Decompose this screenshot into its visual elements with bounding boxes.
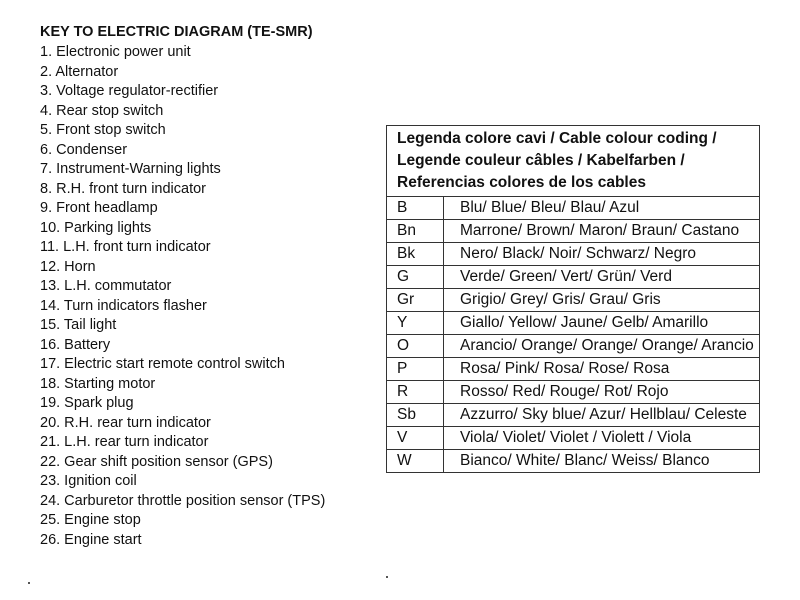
electric-diagram-key: [40, 24, 380, 550]
key-item: 4. Rear stop switch: [40, 102, 164, 119]
key-item: 17. Electric start remote control switch: [40, 356, 285, 372]
table-row: [387, 243, 760, 266]
colour-code: R: [387, 381, 444, 404]
key-item: 3. Voltage regulator-rectifier: [40, 83, 219, 99]
colour-name: Viola/ Violet/ Violet / Violett / Viola: [444, 427, 760, 450]
key-item: 12. Horn: [40, 258, 96, 275]
colour-code: B: [387, 197, 444, 220]
key-item: 22. Gear shift position sensor (GPS): [40, 453, 273, 470]
key-item: 15. Tail light: [40, 317, 117, 333]
table-row: [387, 220, 760, 243]
table-row: [387, 266, 760, 289]
colour-name: Azzurro/ Sky blue/ Azur/ Hellblau/ Celeste: [444, 404, 760, 427]
key-item: 5. Front stop switch: [40, 122, 166, 138]
colour-code: P: [387, 358, 444, 381]
table-row: [387, 404, 760, 427]
colour-code: O: [387, 335, 444, 358]
key-item: 20. R.H. rear turn indicator: [40, 414, 211, 431]
scan-speck: [386, 576, 388, 578]
table-header: Legenda colore cavi / Cable colour coding / Legende couleur câbles / Kabelfarben / Referencias colores de los cables: [387, 126, 760, 197]
colour-name: Marrone/ Brown/ Maron/ Braun/ Castano: [444, 220, 760, 243]
table-row: [387, 289, 760, 312]
colour-name: Nero/ Black/ Noir/ Schwarz/ Negro: [444, 243, 760, 266]
key-item: 25. Engine stop: [40, 512, 141, 528]
table-row: [387, 312, 760, 335]
table-header-row: [387, 126, 760, 197]
key-item: 23. Ignition coil: [40, 473, 137, 489]
scan-speck: [28, 582, 30, 584]
key-item: 2. Alternator: [40, 63, 119, 80]
key-item: 18. Starting motor: [40, 375, 156, 392]
colour-code: Bn: [387, 220, 444, 243]
key-item: 26. Engine start: [40, 531, 142, 548]
key-item: 21. L.H. rear turn indicator: [40, 434, 209, 450]
table-row: [387, 197, 760, 220]
table-row: [387, 427, 760, 450]
colour-code: G: [387, 266, 444, 289]
colour-code: V: [387, 427, 444, 450]
key-item: 19. Spark plug: [40, 395, 134, 411]
colour-name: Blu/ Blue/ Bleu/ Blau/ Azul: [444, 197, 760, 220]
key-item: 11. L.H. front turn indicator: [40, 239, 211, 255]
key-item: 7. Instrument-Warning lights: [40, 161, 221, 177]
key-item: 14. Turn indicators flasher: [40, 297, 207, 314]
colour-name: Verde/ Green/ Vert/ Grün/ Verd: [444, 266, 760, 289]
colour-name: Arancio/ Orange/ Orange/ Orange/ Arancio: [444, 335, 760, 358]
key-item: 1. Electronic power unit: [40, 44, 191, 60]
key-list: [40, 43, 380, 550]
colour-code: Gr: [387, 289, 444, 312]
table-row: [387, 358, 760, 381]
colour-name: Rosa/ Pink/ Rosa/ Rose/ Rosa: [444, 358, 760, 381]
colour-code: Sb: [387, 404, 444, 427]
table-row: [387, 381, 760, 404]
table-row: [387, 335, 760, 358]
key-item: 9. Front headlamp: [40, 200, 158, 216]
key-item: 8. R.H. front turn indicator: [40, 180, 207, 197]
key-item: 24. Carburetor throttle position sensor (TPS): [40, 492, 326, 509]
colour-code: Bk: [387, 243, 444, 266]
colour-code: W: [387, 450, 444, 473]
colour-name: Grigio/ Grey/ Gris/ Grau/ Gris: [444, 289, 760, 312]
key-item: 10. Parking lights: [40, 219, 152, 236]
key-item: 16. Battery: [40, 336, 111, 353]
key-item: 13. L.H. commutator: [40, 278, 172, 294]
key-title: KEY TO ELECTRIC DIAGRAM (TE-SMR): [40, 24, 313, 40]
colour-code: Y: [387, 312, 444, 335]
cable-colour-table: [386, 125, 760, 473]
table-row: [387, 450, 760, 473]
colour-name: Rosso/ Red/ Rouge/ Rot/ Rojo: [444, 381, 760, 404]
key-item: 6. Condenser: [40, 141, 128, 158]
colour-name: Bianco/ White/ Blanc/ Weiss/ Blanco: [444, 450, 760, 473]
colour-name: Giallo/ Yellow/ Jaune/ Gelb/ Amarillo: [444, 312, 760, 335]
